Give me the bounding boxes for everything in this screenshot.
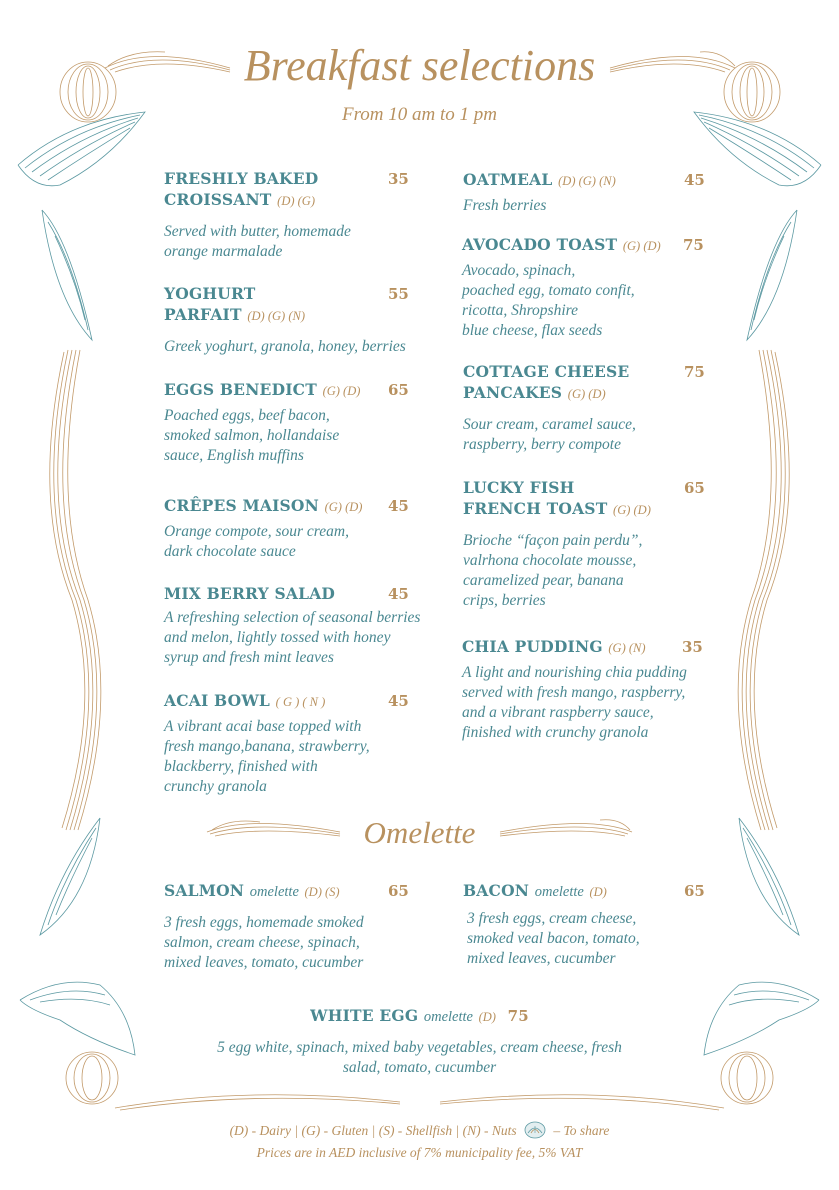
dietary-tags: (G) (D) bbox=[324, 500, 363, 514]
page-title: Breakfast selections bbox=[243, 41, 596, 90]
menu-item-salmon-omelette bbox=[164, 880, 414, 973]
menu-item-oatmeal bbox=[463, 169, 703, 216]
item-description: Greek yoghurt, granola, honey, berries bbox=[164, 338, 406, 355]
item-description: 5 egg white, spinach, mixed baby vegetables, cream cheese, fresh salad, tomato, cucumber bbox=[217, 1039, 622, 1076]
menu-item-yoghurt-parfait bbox=[164, 283, 414, 357]
item-name: LUCKY FISH FRENCH TOAST (G) (D) bbox=[463, 478, 651, 518]
dietary-tags: (D) (G) bbox=[277, 194, 315, 208]
item-price: 35 bbox=[682, 638, 703, 656]
item-name: ACAI BOWL ( G ) ( N ) bbox=[164, 691, 326, 710]
menu-item-white-egg-omelette bbox=[0, 1005, 839, 1078]
item-name: SALMON omelette (D) (S) bbox=[164, 881, 340, 900]
menu-item-cottage-cheese-pancakes bbox=[463, 361, 703, 455]
dietary-tags: (D) (G) (N) bbox=[558, 174, 616, 188]
item-name: OATMEAL (D) (G) (N) bbox=[463, 170, 616, 189]
item-price: 65 bbox=[388, 381, 409, 399]
item-price: 45 bbox=[388, 497, 409, 515]
item-description: Served with butter, homemade orange marmalade bbox=[164, 223, 351, 260]
menu-item-lucky-fish-french-toast bbox=[463, 477, 703, 611]
left-side-ornament bbox=[50, 350, 101, 830]
menu-item-avocado-toast bbox=[462, 234, 702, 341]
allergen-key: (D) - Dairy | (G) - Gluten | (S) - Shellfish | (N) - Nuts bbox=[229, 1123, 517, 1139]
item-price: 75 bbox=[684, 363, 705, 381]
item-name: MIX BERRY SALAD bbox=[164, 584, 336, 603]
shell-icon bbox=[524, 1121, 546, 1143]
item-description: Avocado, spinach, poached egg, tomato confit, ricotta, Shropshire blue cheese, flax seeds bbox=[462, 262, 635, 339]
item-price: 65 bbox=[388, 882, 409, 900]
item-name: YOGHURT PARFAIT (D) (G) (N) bbox=[164, 284, 305, 324]
allergen-legend bbox=[0, 1121, 839, 1143]
item-price: 55 bbox=[388, 285, 409, 303]
menu-item-croissant bbox=[164, 168, 414, 262]
dietary-tags: (D) (G) (N) bbox=[247, 309, 305, 323]
item-description: Poached eggs, beef bacon, smoked salmon, hollandaise sauce, English muffins bbox=[164, 407, 340, 464]
item-description: Sour cream, caramel sauce, raspberry, berry compote bbox=[463, 416, 636, 453]
item-price: 65 bbox=[684, 479, 705, 497]
dietary-tags: ( G ) ( N ) bbox=[275, 695, 326, 709]
right-side-ornament bbox=[738, 350, 789, 830]
vat-note: Prices are in AED inclusive of 7% municipality fee, 5% VAT bbox=[256, 1145, 583, 1160]
item-description: Orange compote, sour cream, dark chocolate sauce bbox=[164, 523, 349, 560]
item-description: Brioche “façon pain perdu”, valrhona chocolate mousse, caramelized pear, banana crips, berries bbox=[463, 532, 643, 609]
item-name: AVOCADO TOAST (G) (D) bbox=[462, 235, 661, 254]
item-name: BACON omelette (D) bbox=[463, 881, 607, 900]
dietary-tags: (D) bbox=[478, 1010, 496, 1024]
section-title-omelette: Omelette bbox=[363, 815, 476, 850]
dietary-tags: (G) (D) bbox=[613, 503, 651, 517]
item-description: 3 fresh eggs, cream cheese, smoked veal bacon, tomato, mixed leaves, cucumber bbox=[467, 910, 640, 967]
item-description: A refreshing selection of seasonal berries and melon, lightly tossed with honey syrup and fresh mint leaves bbox=[164, 609, 421, 666]
item-price: 35 bbox=[388, 170, 409, 188]
dietary-tags: (G) (D) bbox=[622, 239, 661, 253]
top-left-leaf-ornament bbox=[18, 112, 145, 340]
item-name: EGGS BENEDICT (G) (D) bbox=[164, 380, 361, 399]
item-price: 75 bbox=[683, 236, 704, 254]
item-price: 45 bbox=[388, 692, 409, 710]
bottom-swoosh-ornament bbox=[115, 1095, 724, 1110]
share-label: – To share bbox=[553, 1123, 610, 1139]
item-description: A light and nourishing chia pudding served with fresh mango, raspberry, and a vibrant raspberry sauce, finished with crunchy granola bbox=[462, 664, 687, 741]
item-name: CRÊPES MAISON (G) (D) bbox=[164, 496, 363, 515]
item-price: 45 bbox=[388, 585, 409, 603]
item-name: CHIA PUDDING (G) (N) bbox=[462, 637, 646, 656]
menu-item-acai-bowl bbox=[164, 690, 414, 797]
dietary-tags: (G) (D) bbox=[322, 384, 361, 398]
item-description: Fresh berries bbox=[463, 197, 547, 214]
item-name: WHITE EGG omelette (D) 75 bbox=[310, 1006, 529, 1025]
item-name: FRESHLY BAKED CROISSANT (D) (G) bbox=[164, 169, 319, 209]
dietary-tags: (D) bbox=[589, 885, 607, 899]
item-description: 3 fresh eggs, homemade smoked salmon, cream cheese, spinach, mixed leaves, tomato, cucumber bbox=[164, 914, 364, 971]
item-price: 75 bbox=[507, 1007, 529, 1025]
dietary-tags: (G) (D) bbox=[567, 387, 606, 401]
serving-hours: From 10 am to 1 pm bbox=[342, 104, 497, 125]
menu-item-eggs-benedict bbox=[164, 379, 414, 466]
item-description: A vibrant acai base topped with fresh mango,banana, strawberry, blackberry, finished with crunchy granola bbox=[164, 718, 370, 795]
dietary-tags: (G) (N) bbox=[608, 641, 646, 655]
top-right-leaf-ornament bbox=[694, 112, 821, 340]
menu-item-crepes-maison bbox=[164, 495, 414, 562]
item-price: 65 bbox=[684, 882, 705, 900]
menu-item-bacon-omelette bbox=[463, 880, 703, 969]
dietary-tags: (D) (S) bbox=[304, 885, 340, 899]
item-name: COTTAGE CHEESE PANCAKES (G) (D) bbox=[463, 362, 630, 402]
item-price: 45 bbox=[684, 171, 705, 189]
